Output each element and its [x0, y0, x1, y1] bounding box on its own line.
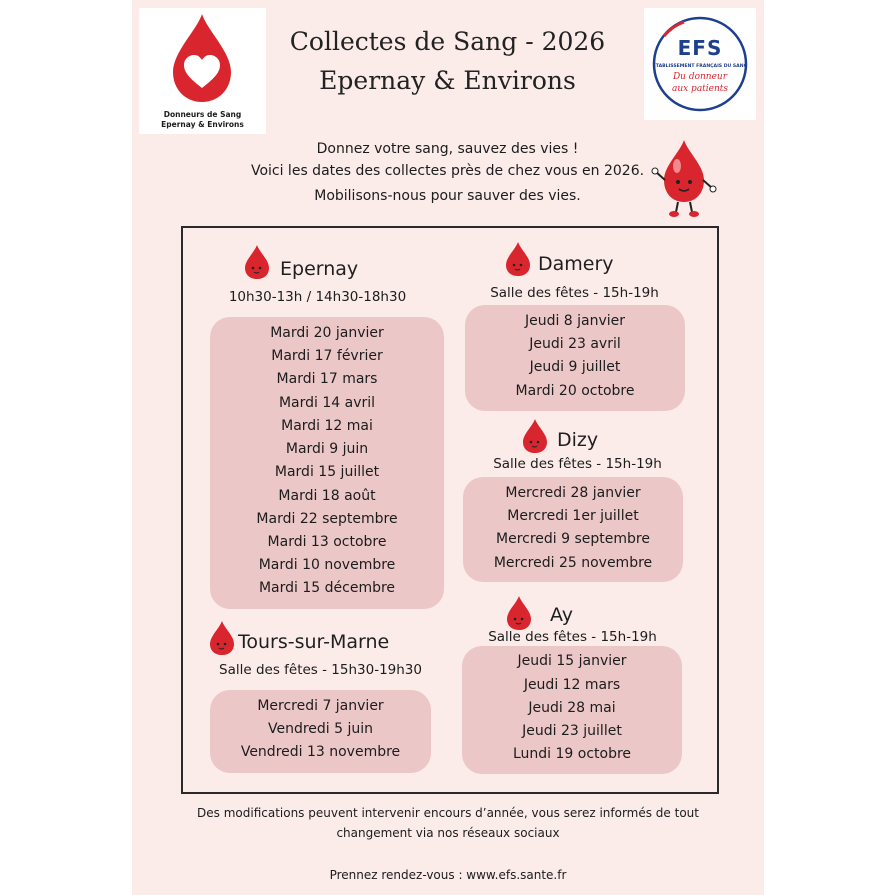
city-name-dizy: Dizy [557, 429, 599, 451]
date-item: Mardi 20 octobre [515, 383, 635, 399]
efs-logo [644, 8, 756, 120]
date-item: Vendredi 13 novembre [240, 744, 401, 760]
date-item: Jeudi 8 janvier [524, 313, 626, 329]
date-item: Mardi 20 janvier [270, 325, 384, 341]
footer-notice-2: changement via nos réseaux sociaux [336, 826, 560, 840]
blood-drop-icon [521, 418, 549, 454]
page-subtitle: Epernay & Environs [319, 66, 576, 95]
logo-text-line1: Donneurs de Sang [163, 110, 242, 119]
date-item: Lundi 19 octobre [512, 746, 632, 762]
date-item: Mardi 22 septembre [256, 511, 398, 527]
date-item: Mardi 9 juin [285, 441, 369, 457]
date-item: Mardi 17 février [271, 348, 383, 364]
date-item: Jeudi 15 janvier [517, 653, 627, 669]
date-item: Jeudi 28 mai [528, 700, 616, 716]
epernay-dates-box [210, 317, 444, 609]
date-item: Jeudi 12 mars [523, 677, 621, 693]
efs-slogan-2: aux patients [671, 84, 729, 94]
ay-dates-box [462, 646, 682, 774]
city-name-ay: Ay [550, 604, 573, 626]
dizy-dates-box [463, 477, 683, 582]
intro-line-2: Voici les dates des collectes près de chez vous en 2026. [250, 163, 645, 179]
ay-info: Salle des fêtes - 15h-19h [488, 629, 657, 645]
tours-dates-box [210, 690, 431, 773]
date-item: Mercredi 1er juillet [507, 508, 639, 524]
date-item: Mercredi 28 janvier [505, 485, 641, 501]
date-item: Mardi 18 août [278, 488, 376, 504]
date-item: Jeudi 23 juillet [522, 723, 622, 739]
intro-line-3: Mobilisons-nous pour sauver des vies. [314, 188, 581, 204]
efs-slogan-1: Du donneur [672, 72, 728, 82]
date-item: Mardi 12 mai [281, 418, 373, 434]
tours-info: Salle des fêtes - 15h30-19h30 [219, 662, 422, 678]
date-item: Mercredi 9 septembre [496, 531, 650, 547]
damery-info: Salle des fêtes - 15h-19h [490, 285, 659, 301]
city-name-epernay: Epernay [280, 258, 359, 280]
date-item: Mardi 15 juillet [274, 464, 380, 480]
dizy-info: Salle des fêtes - 15h-19h [493, 456, 662, 472]
blood-drop-icon [504, 241, 532, 277]
date-item: Mercredi 7 janvier [257, 698, 384, 714]
date-item: Mardi 17 mars [276, 371, 378, 387]
efs-name: ÉTABLISSEMENT FRANÇAIS DU SANG [652, 64, 748, 69]
date-item: Mercredi 25 novembre [493, 555, 653, 571]
date-item: Vendredi 5 juin [267, 721, 374, 737]
page-title: Collectes de Sang - 2026 [289, 27, 606, 56]
intro-line-1: Donnez votre sang, sauvez des vies ! [316, 141, 579, 157]
efs-acronym: EFS [677, 36, 723, 60]
blood-drop-icon [505, 595, 533, 631]
date-item: Mardi 15 décembre [258, 580, 396, 596]
date-item: Jeudi 23 avril [529, 336, 621, 352]
date-item: Mardi 13 octobre [267, 534, 387, 550]
blood-drop-mascot-icon [650, 136, 720, 218]
damery-dates-box [465, 305, 685, 411]
footer-appointment: Prennez rendez-vous : www.efs.sante.fr [329, 868, 567, 882]
blood-drop-icon [208, 620, 236, 656]
city-name-damery: Damery [538, 253, 614, 275]
logo-text-line2: Epernay & Environs [161, 120, 244, 129]
date-item: Mardi 14 avril [278, 395, 376, 411]
blood-drop-icon [243, 244, 271, 280]
date-item: Mardi 10 novembre [258, 557, 396, 573]
city-name-tours-sur-marne: Tours-sur-Marne [238, 631, 390, 653]
epernay-hours: 10h30-13h / 14h30-18h30 [228, 289, 407, 305]
footer-notice-1: Des modifications peuvent intervenir encours d’année, vous serez informés de tout [197, 806, 699, 820]
date-item: Jeudi 9 juillet [529, 359, 621, 375]
